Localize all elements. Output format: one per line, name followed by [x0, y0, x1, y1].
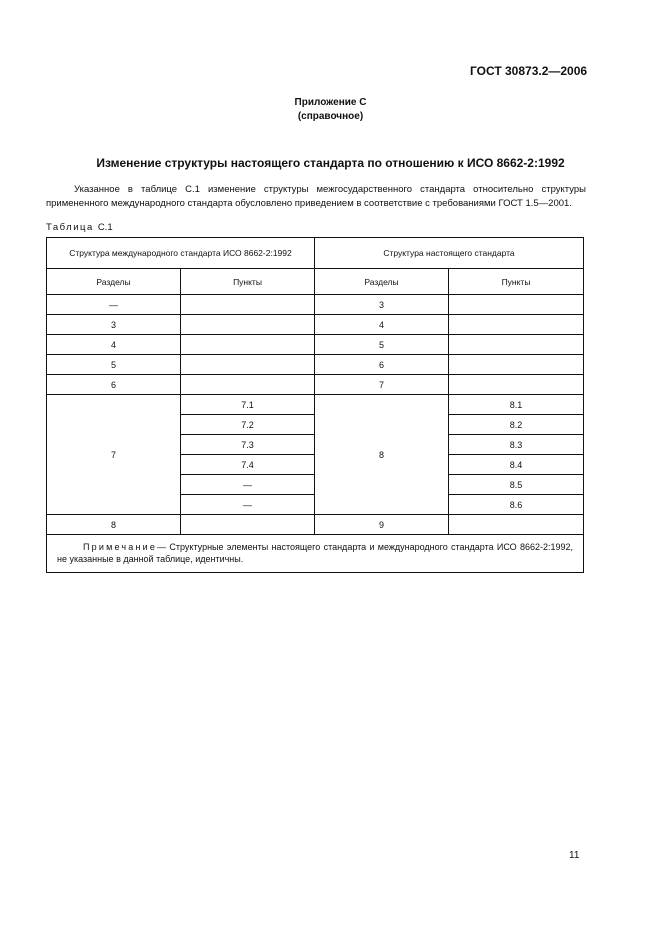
intl-clause-cell: [181, 295, 315, 315]
table-note: [47, 535, 584, 573]
col-header-intl-sections: Разделы: [47, 269, 181, 295]
col-header-intl-clauses: Пункты: [181, 269, 315, 295]
intl-clause-cell: [181, 375, 315, 395]
body-paragraph: [46, 183, 586, 211]
intl-clause-cell: 7.2: [181, 415, 315, 435]
table-row: [47, 515, 584, 535]
intl-clause-cell: [181, 355, 315, 375]
intl-clause-cell: 7.3: [181, 435, 315, 455]
nat-clause-cell: [449, 375, 584, 395]
nat-section-cell: 4: [315, 315, 449, 335]
nat-clause-cell: [449, 335, 584, 355]
col-header-nat-clauses: Пункты: [449, 269, 584, 295]
nat-clause-cell: 8.3: [449, 435, 584, 455]
intl-clause-cell: 7.1: [181, 395, 315, 415]
table-row: [47, 335, 584, 355]
nat-section-cell: 5: [315, 335, 449, 355]
intl-clause-cell: —: [181, 475, 315, 495]
intl-section-cell: 5: [47, 355, 181, 375]
table-caption: [46, 222, 113, 233]
nat-section-cell: 9: [315, 515, 449, 535]
table-row: [47, 395, 584, 415]
nat-section-cell: 3: [315, 295, 449, 315]
nat-clause-cell: [449, 355, 584, 375]
document-id: ГОСТ 30873.2—2006: [470, 64, 588, 78]
nat-clause-cell: 8.5: [449, 475, 584, 495]
nat-section-cell-merged: 8: [315, 395, 449, 515]
intl-clause-cell: —: [181, 495, 315, 515]
intl-section-cell: 4: [47, 335, 181, 355]
nat-section-cell: 6: [315, 355, 449, 375]
table-note-row: [47, 535, 584, 573]
annex-subtitle: (справочное): [297, 111, 364, 122]
col-header-nat-sections: Разделы: [315, 269, 449, 295]
nat-clause-cell: [449, 295, 584, 315]
table-group-header-row: [47, 238, 584, 269]
table-row: [47, 375, 584, 395]
structure-table: [46, 237, 584, 573]
nat-clause-cell: 8.1: [449, 395, 584, 415]
group-header-international: Структура международного стандарта ИСО 8662-2:1992: [47, 238, 315, 269]
annex-heading: [0, 96, 661, 124]
note-label: Примечание: [83, 542, 158, 552]
intl-clause-cell: [181, 315, 315, 335]
intl-section-cell-merged: 7: [47, 395, 181, 515]
section-title: Изменение структуры настоящего стандарта по отношению к ИСО 8662-2:1992: [96, 156, 565, 170]
intl-clause-cell: [181, 335, 315, 355]
nat-section-cell: 7: [315, 375, 449, 395]
nat-clause-cell: 8.4: [449, 455, 584, 475]
table-caption-number: С.1: [97, 222, 113, 233]
table-caption-label: Таблица: [46, 222, 94, 233]
intl-clause-cell: 7.4: [181, 455, 315, 475]
page-number: 11: [569, 850, 580, 861]
intl-section-cell: 8: [47, 515, 181, 535]
intl-section-cell: —: [47, 295, 181, 315]
note-text: — Структурные элементы настоящего стандарта и международного стандарта ИСО 8662-2:1992, не указанные в данной таблице, идентичны.: [57, 542, 573, 564]
intl-section-cell: 6: [47, 375, 181, 395]
table-row: [47, 355, 584, 375]
table-row: [47, 315, 584, 335]
group-header-national: Структура настоящего стандарта: [315, 238, 584, 269]
annex-title: Приложение С: [294, 97, 367, 108]
nat-clause-cell: [449, 315, 584, 335]
nat-clause-cell: [449, 515, 584, 535]
table-column-header-row: [47, 269, 584, 295]
body-paragraph-text: Указанное в таблице С.1 изменение структуры межгосударственного стандарта относительно структуры примененного международного стандарта обусловлено приведением в соответствие с требованиями ГОСТ 1.5—2001.: [46, 184, 586, 209]
intl-clause-cell: [181, 515, 315, 535]
intl-section-cell: 3: [47, 315, 181, 335]
nat-clause-cell: 8.6: [449, 495, 584, 515]
table-row: [47, 295, 584, 315]
nat-clause-cell: 8.2: [449, 415, 584, 435]
